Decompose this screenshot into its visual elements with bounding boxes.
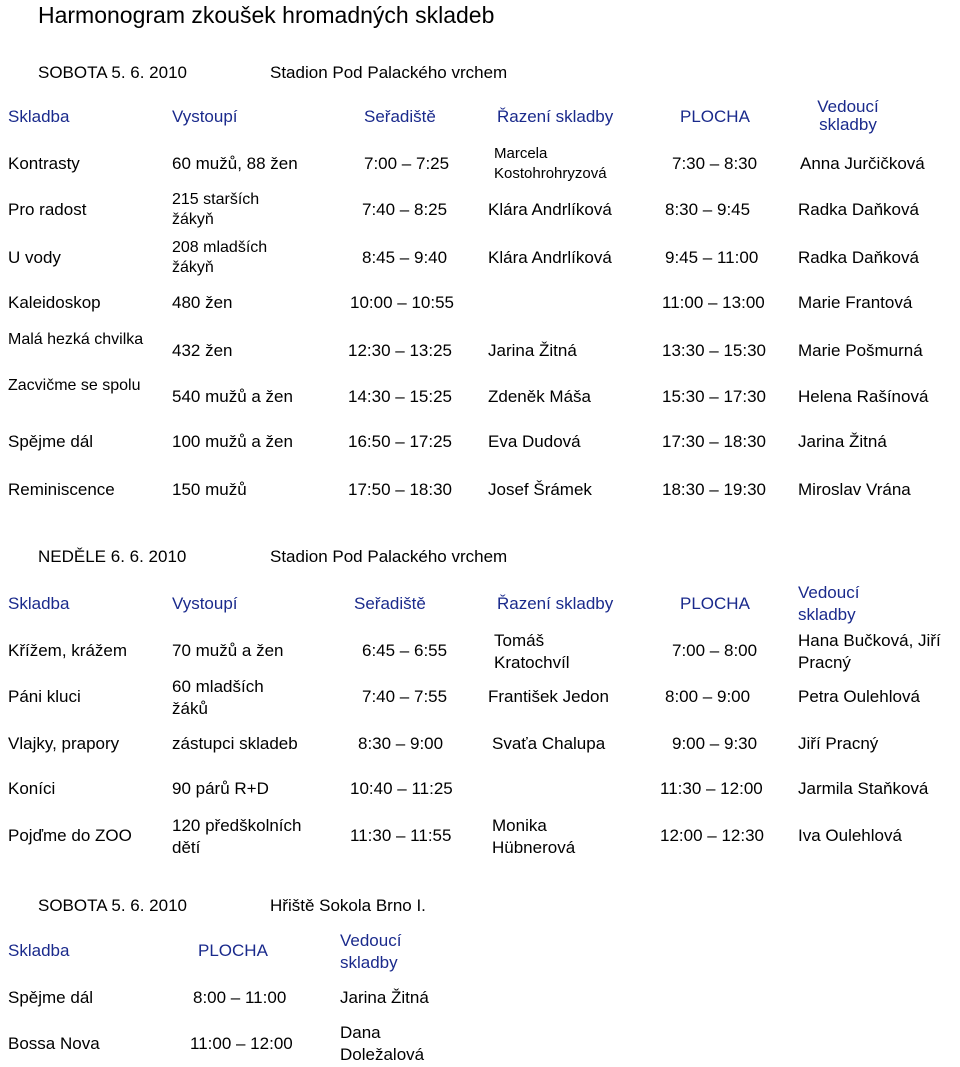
section-1-venue: Stadion Pod Palackého vrchem xyxy=(270,63,508,82)
s2-r4-vystoupi: 90 párů R+D xyxy=(172,779,269,798)
s1-header-plocha: PLOCHA xyxy=(680,107,750,126)
s1-header-razeni: Řazení skladby xyxy=(497,107,614,126)
s1-r1-razeni: Marcela Kostohrohryzová xyxy=(494,145,607,182)
s2-r2-vedouci: Petra Oulehlová xyxy=(798,687,920,706)
s1-r4-vystoupi: 480 žen xyxy=(172,293,233,312)
s1-r8-vystoupi: 150 mužů xyxy=(172,480,247,499)
s2-header-skladba: Skladba xyxy=(8,594,70,613)
s2-r1-vystoupi: 70 mužů a žen xyxy=(172,641,284,660)
s3-r1-skladba: Spějme dál xyxy=(8,988,94,1007)
s1-r3-vedouci: Radka Daňková xyxy=(798,248,919,267)
s1-r8-razeni: Josef Šrámek xyxy=(488,480,592,499)
s1-r4-seradiste: 10:00 – 10:55 xyxy=(350,293,454,312)
s1-r6-skladba: Zacvičme se spolu xyxy=(8,377,141,394)
s3-r1-vedouci: Jarina Žitná xyxy=(340,988,429,1007)
s1-r2-plocha: 8:30 – 9:45 xyxy=(665,200,751,219)
s2-r3-razeni: Svaťa Chalupa xyxy=(492,734,606,753)
s1-r2-seradiste: 7:40 – 8:25 xyxy=(362,200,448,219)
s1-r4-vedouci: Marie Frantová xyxy=(798,293,913,312)
s3-r1-plocha: 8:00 – 11:00 xyxy=(193,988,287,1007)
s3-header-plocha: PLOCHA xyxy=(198,941,268,960)
s2-r3-vystoupi: zástupci skladeb xyxy=(172,734,298,753)
s1-r7-vedouci: Jarina Žitná xyxy=(798,432,887,451)
s1-r6-vystoupi: 540 mužů a žen xyxy=(172,387,293,406)
s1-r5-plocha: 13:30 – 15:30 xyxy=(662,341,766,360)
s2-header-seradiste: Seřadiště xyxy=(354,594,426,613)
s1-r6-vedouci: Helena Rašínová xyxy=(798,387,929,406)
section-3-day: SOBOTA 5. 6. 2010 xyxy=(38,896,187,915)
s3-header-skladba: Skladba xyxy=(8,941,70,960)
s1-r3-skladba: U vody xyxy=(8,248,61,267)
s1-r7-razeni: Eva Dudová xyxy=(488,432,581,451)
s2-r5-seradiste: 11:30 – 11:55 xyxy=(350,826,452,845)
s1-r3-plocha: 9:45 – 11:00 xyxy=(665,248,759,267)
s1-r3-vystoupi: 208 mladších žákyň xyxy=(172,239,268,276)
s1-r2-skladba: Pro radost xyxy=(8,200,87,219)
s1-header-skladba: Skladba xyxy=(8,107,70,126)
s1-r7-seradiste: 16:50 – 17:25 xyxy=(348,432,452,451)
s1-r5-vedouci: Marie Pošmurná xyxy=(798,341,923,360)
s1-r3-razeni: Klára Andrlíková xyxy=(488,248,612,267)
s3-r2-skladba: Bossa Nova xyxy=(8,1034,100,1053)
s2-r2-seradiste: 7:40 – 7:55 xyxy=(362,687,448,706)
s1-r2-vedouci: Radka Daňková xyxy=(798,200,919,219)
s2-r5-plocha: 12:00 – 12:30 xyxy=(660,826,764,845)
s2-r4-skladba: Koníci xyxy=(8,779,56,798)
s2-r4-vedouci: Jarmila Staňková xyxy=(798,779,929,798)
s2-r5-skladba: Pojďme do ZOO xyxy=(8,826,132,845)
s1-r5-skladba: Malá hezká chvilka xyxy=(8,331,144,348)
s2-r2-vystoupi: 60 mladších žáků xyxy=(172,677,264,718)
s1-r1-seradiste: 7:00 – 7:25 xyxy=(364,154,450,173)
s1-r8-vedouci: Miroslav Vrána xyxy=(798,480,911,499)
s1-r7-plocha: 17:30 – 18:30 xyxy=(662,432,766,451)
s1-r2-razeni: Klára Andrlíková xyxy=(488,200,612,219)
s2-r2-razeni: František Jedon xyxy=(488,687,609,706)
s1-r1-skladba: Kontrasty xyxy=(8,154,80,173)
s1-r4-plocha: 11:00 – 13:00 xyxy=(662,293,765,312)
s2-header-plocha: PLOCHA xyxy=(680,594,750,613)
s1-r6-seradiste: 14:30 – 15:25 xyxy=(348,387,452,406)
s2-r4-seradiste: 10:40 – 11:25 xyxy=(350,779,453,798)
s1-r8-plocha: 18:30 – 19:30 xyxy=(662,480,766,499)
s1-r5-razeni: Jarina Žitná xyxy=(488,341,577,360)
s1-r2-vystoupi: 215 starších žákyň xyxy=(172,191,260,228)
s2-r5-vedouci: Iva Oulehlová xyxy=(798,826,902,845)
page-title: Harmonogram zkoušek hromadných skladeb xyxy=(38,2,495,28)
s1-r6-razeni: Zdeněk Máša xyxy=(488,387,591,406)
s2-r3-seradiste: 8:30 – 9:00 xyxy=(358,734,444,753)
s2-header-vedouci: Vedoucí skladby xyxy=(798,583,860,624)
s1-r1-vedouci: Anna Jurčičková xyxy=(800,154,925,173)
section-2-day: NEDĚLE 6. 6. 2010 xyxy=(38,547,187,566)
s2-r3-plocha: 9:00 – 9:30 xyxy=(672,734,758,753)
s2-r5-razeni: Monika Hübnerová xyxy=(492,816,576,857)
s3-r2-vedouci: Dana Doležalová xyxy=(340,1023,425,1064)
section-2-venue: Stadion Pod Palackého vrchem xyxy=(270,547,508,566)
s1-r6-plocha: 15:30 – 17:30 xyxy=(662,387,766,406)
section-3-venue: Hřiště Sokola Brno I. xyxy=(270,896,426,915)
section-1-day: SOBOTA 5. 6. 2010 xyxy=(38,63,187,82)
s1-r3-seradiste: 8:45 – 9:40 xyxy=(362,248,448,267)
s2-header-razeni: Řazení skladby xyxy=(497,594,614,613)
s2-r1-seradiste: 6:45 – 6:55 xyxy=(362,641,448,660)
s1-r1-plocha: 7:30 – 8:30 xyxy=(672,154,758,173)
s1-r5-seradiste: 12:30 – 13:25 xyxy=(348,341,452,360)
s1-r8-skladba: Reminiscence xyxy=(8,480,115,499)
s3-header-vedouci: Vedoucí skladby xyxy=(340,931,402,972)
s1-r5-vystoupi: 432 žen xyxy=(172,341,233,360)
s1-header-seradiste: Seřadiště xyxy=(364,107,436,126)
s1-r7-vystoupi: 100 mužů a žen xyxy=(172,432,293,451)
s2-r5-vystoupi: 120 předškolních dětí xyxy=(172,816,302,857)
s1-r1-vystoupi: 60 mužů, 88 žen xyxy=(172,154,298,173)
s2-r3-skladba: Vlajky, prapory xyxy=(8,734,120,753)
s2-header-vystoupi: Vystoupí xyxy=(172,594,238,613)
s2-r1-plocha: 7:00 – 8:00 xyxy=(672,641,758,660)
s1-r8-seradiste: 17:50 – 18:30 xyxy=(348,480,452,499)
s3-r2-plocha: 11:00 – 12:00 xyxy=(190,1034,293,1053)
s2-r1-razeni: Tomáš Kratochvíl xyxy=(494,631,570,672)
s1-header-vedouci: Vedoucí skladby xyxy=(817,97,879,134)
s1-header-vystoupi: Vystoupí xyxy=(172,107,238,126)
s2-r2-plocha: 8:00 – 9:00 xyxy=(665,687,751,706)
s2-r1-skladba: Křížem, krážem xyxy=(8,641,128,660)
s2-r4-plocha: 11:30 – 12:00 xyxy=(660,779,763,798)
s2-r3-vedouci: Jiří Pracný xyxy=(798,734,879,753)
s2-r1-vedouci: Hana Bučková, Jiří Pracný xyxy=(798,631,941,672)
s1-r4-skladba: Kaleidoskop xyxy=(8,293,101,312)
s2-r2-skladba: Páni kluci xyxy=(8,687,81,706)
s1-r7-skladba: Spějme dál xyxy=(8,432,94,451)
